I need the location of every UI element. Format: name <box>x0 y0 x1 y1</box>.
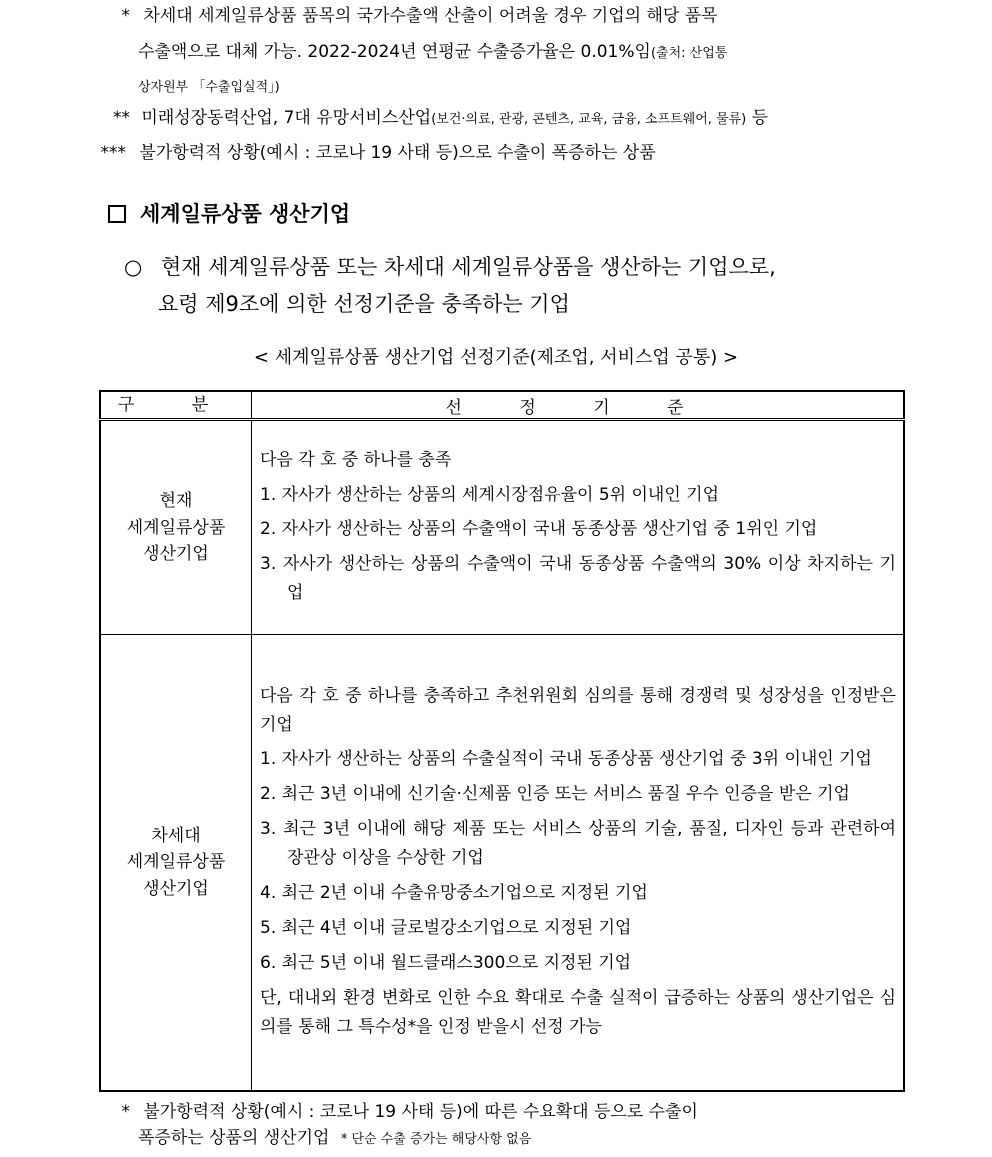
footnote-text: 폭증하는 상품의 생산기업 <box>138 1128 330 1148</box>
footnote-1 <box>114 6 718 26</box>
footnote-detail: (보건·의료, 관광, 콘텐츠, 교육, 금융, 소프트웨어, 물류) <box>431 112 747 127</box>
criteria-item: 4. 최근 2년 이내 수출유망중소기업으로 지정된 기업 <box>260 883 648 904</box>
footnote-1-cont <box>138 42 727 62</box>
criteria-item: 3. 최근 3년 이내에 해당 제품 또는 서비스 상품의 기술, 품질, 디자인 등과 관련하여 장관상 이상을 수상한 기업 <box>260 819 896 869</box>
table-row <box>100 420 904 635</box>
criteria-item: 2. 자사가 생산하는 상품의 수출액이 국내 동종상품 생산기업 중 1위인 기업 <box>260 519 818 540</box>
bottom-footnote-cont <box>138 1128 531 1148</box>
criteria-table <box>99 390 905 1092</box>
footnote-mark: ** <box>113 108 130 128</box>
criteria-item: 5. 최근 4년 이내 글로벌강소기업으로 지정된 기업 <box>260 917 632 938</box>
criteria-item: 1. 자사가 생산하는 상품의 세계시장점유율이 5위 이내인 기업 <box>260 484 719 505</box>
footnote-mark: *** <box>100 143 126 163</box>
criteria-note: 단, 대내외 환경 변화로 인한 수요 확대로 수출 실적이 급증하는 상품의 생산기업은 심의를 통해 그 특수성*을 인정 받을시 선정 가능 <box>260 987 896 1037</box>
footnote-text: 수출액으로 대체 가능. 2022-2024년 연평균 수출증가율은 0.01%임 <box>138 42 651 62</box>
footnote-tail: 등 <box>746 108 769 128</box>
row-category: 차세대 세계일류상품 생산기업 <box>100 635 252 1091</box>
table-header-row <box>100 391 904 420</box>
row-category: 현재 세계일류상품 생산기업 <box>100 420 252 635</box>
footnote-text: 불가항력적 상황(예시 : 코로나 19 사태 등)으로 수출이 폭증하는 상품 <box>139 143 656 163</box>
circle-bullet-icon: ○ <box>124 255 143 279</box>
section-title: 세계일류상품 생산기업 <box>140 202 351 226</box>
criteria-intro: 다음 각 호 중 하나를 충족 <box>260 449 452 470</box>
criteria-item: 1. 자사가 생산하는 상품의 수출실적이 국내 동종상품 생산기업 중 3위 이내인 기업 <box>260 749 872 770</box>
checkbox-square-icon <box>108 205 126 223</box>
footnote-text: 차세대 세계일류상품 품목의 국가수출액 산출이 어려울 경우 기업의 해당 품목 <box>143 6 718 26</box>
footnote-text: 불가항력적 상황(예시 : 코로나 19 사태 등)에 따른 수요확대 등으로 수출이 <box>143 1102 698 1122</box>
criteria-item: 3. 자사가 생산하는 상품의 수출액이 국내 동종상품 수출액의 30% 이상 차지하는 기업 <box>260 554 896 604</box>
criteria-item: 2. 최근 3년 이내에 신기술·신제품 인증 또는 서비스 품질 우수 인증을 받은 기업 <box>260 784 850 805</box>
footnote-2 <box>106 108 768 128</box>
footnote-source: (출처: 산업통 <box>650 46 728 61</box>
section-heading <box>108 202 350 227</box>
criteria-intro: 다음 각 호 중 하나를 충족하고 추천위원회 심의를 통해 경쟁력 및 성장성을 인정받은 기업 <box>260 685 896 735</box>
footnote-3 <box>94 143 656 163</box>
footnote-source-cont: 상자원부 「수출입실적」) <box>138 80 280 95</box>
table-caption: < 세계일류상품 생산기업 선정기준(제조업, 서비스업 공통) > <box>253 347 739 368</box>
footnote-small: * 단순 수출 증가는 해당사항 없음 <box>340 1132 532 1147</box>
bullet-paragraph <box>124 255 776 280</box>
header-criteria: 선 정 기 준 <box>252 391 905 420</box>
bottom-footnote <box>114 1102 698 1122</box>
header-category: 구 분 <box>100 391 252 420</box>
footnote-text: 미래성장동력산업, 7대 유망서비스산업 <box>141 108 432 128</box>
table-row <box>100 635 904 1091</box>
bullet-line: 현재 세계일류상품 또는 차세대 세계일류상품을 생산하는 기업으로, <box>161 255 776 279</box>
row-criteria <box>252 420 905 635</box>
criteria-item: 6. 최근 5년 이내 월드클래스300으로 지정된 기업 <box>260 952 632 973</box>
row-criteria <box>252 635 905 1091</box>
bullet-line-2: 요령 제9조에 의한 선정기준을 충족하는 기업 <box>158 292 570 316</box>
footnote-mark: * <box>121 1102 130 1122</box>
footnote-mark: * <box>121 6 130 26</box>
